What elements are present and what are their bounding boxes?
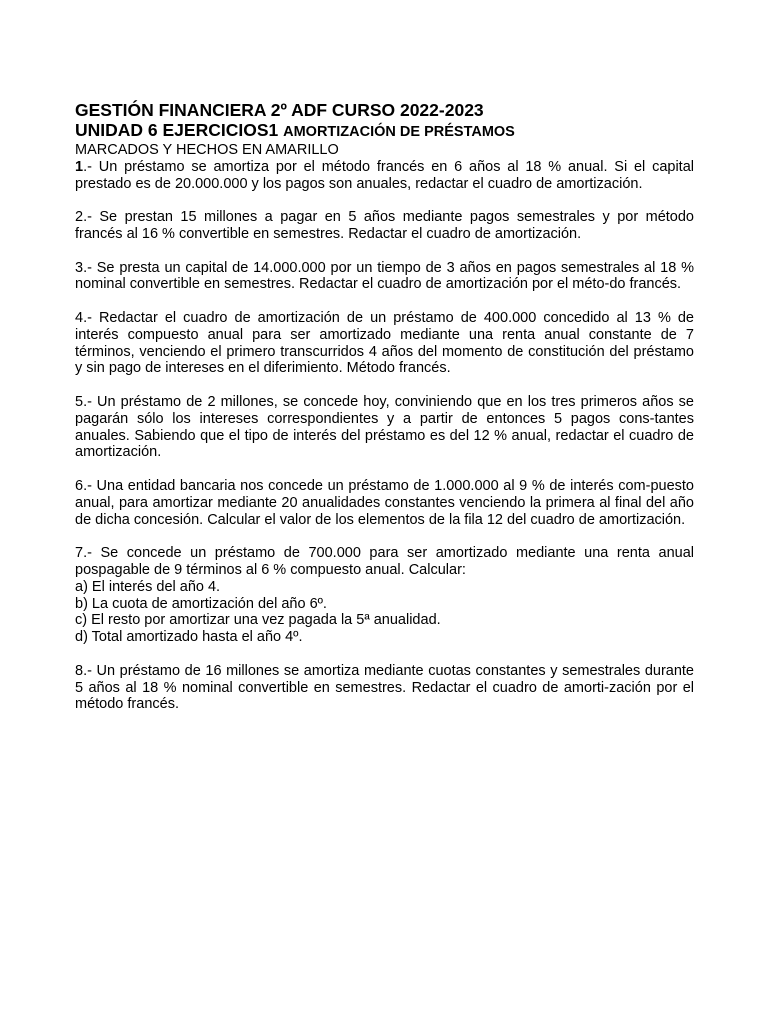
exercise-1	[75, 159, 694, 193]
exercise-7-item-d: d) Total amortizado hasta el año 4º.	[75, 629, 303, 646]
exercise-5-text: 5.- Un préstamo de 2 millones, se concede hoy, conviniendo que en los tres primeros años se pagarán sólo los intereses correspondientes y a partir de entonces 5 pagos cons-tantes anuales. Sabiendo que el tipo de interés del préstamo es del 12 % anual, redactar el cuadro de amortización.	[75, 393, 694, 461]
exercise-5	[75, 394, 694, 461]
unit-heading	[75, 120, 694, 142]
exercise-8-text: 8.- Un préstamo de 16 millones se amortiza mediante cuotas constantes y semestrales durante 5 años al 18 % nominal convertible en semestres. Redactar el cuadro de amorti-zación por el método francés.	[75, 662, 694, 713]
exercise-6	[75, 478, 694, 528]
unit-topic: AMORTIZACIÓN DE PRÉSTAMOS	[283, 124, 515, 140]
document-page	[75, 100, 694, 730]
exercise-7-item-a: a) El interés del año 4.	[75, 578, 221, 595]
highlight-note: MARCADOS Y HECHOS EN AMARILLO	[75, 142, 339, 158]
exercise-4-text: 4.- Redactar el cuadro de amortización de un préstamo de 400.000 concedido al 13 % de interés compuesto anual para ser amortizado mediante una renta anual constante de 7 términos, venciendo el primero transcurridos 4 años del momento de constitución del préstamo y sin pago de intereses en el diferimiento. Método francés.	[75, 309, 694, 377]
exercise-7-item-c: c) El resto por amortizar una vez pagada la 5ª anualidad.	[75, 612, 441, 629]
exercise-1-number: 1	[75, 158, 84, 175]
document-title: GESTIÓN FINANCIERA 2º ADF CURSO 2022-2023	[75, 100, 484, 120]
exercise-6-text: 6.- Una entidad bancaria nos concede un préstamo de 1.000.000 al 9 % de interés com-puesto anual, para amortizar mediante 20 anualidades constantes venciendo la primera al final del año de dicha concesión. Calcular el valor de los elementos de la fila 12 del cuadro de amortización.	[75, 477, 694, 528]
exercise-8	[75, 663, 694, 713]
exercise-1-text: .- Un préstamo se amortiza por el método francés en 6 años al 18 % anual. Si el capital prestado es de 20.000.000 y los pagos son anuales, redactar el cuadro de amortización.	[75, 158, 694, 192]
exercise-7	[75, 545, 694, 646]
exercise-7-item-b: b) La cuota de amortización del año 6º.	[75, 595, 327, 612]
exercise-3	[75, 260, 694, 294]
exercise-3-text: 3.- Se presta un capital de 14.000.000 por un tiempo de 3 años en pagos semestrales al 18 % nominal convertible en semestres. Redactar el cuadro de amortización por el méto-do francés.	[75, 259, 694, 293]
unit-label: UNIDAD 6 EJERCICIOS1	[75, 120, 279, 140]
exercise-7-text: 7.- Se concede un préstamo de 700.000 para ser amortizado mediante una renta anual pospagable de 9 términos al 6 % compuesto anual. Calcular:	[75, 545, 694, 578]
exercise-2-text: 2.- Se prestan 15 millones a pagar en 5 años mediante pagos semestrales y por método francés al 16 % convertible en semestres. Redactar el cuadro de amortización.	[75, 209, 694, 242]
exercise-4	[75, 310, 694, 377]
exercise-2	[75, 209, 694, 243]
